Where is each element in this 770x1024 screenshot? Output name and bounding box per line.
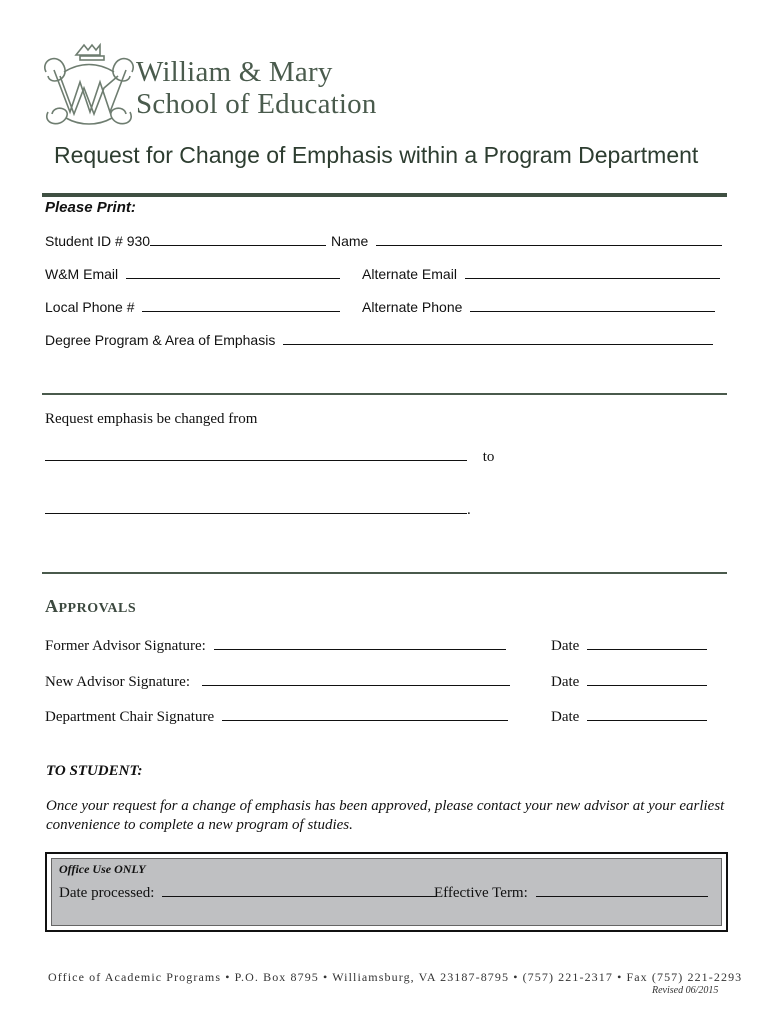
form-title: Request for Change of Emphasis within a Program Department xyxy=(54,142,699,168)
new-advisor-label: New Advisor Signature: xyxy=(45,674,190,690)
former-advisor-date-field[interactable] xyxy=(587,636,707,650)
effective-term-row xyxy=(434,883,708,902)
date-processed-row xyxy=(59,883,436,902)
please-print-label: Please Print: xyxy=(45,199,136,216)
local-phone-label: Local Phone # xyxy=(45,299,135,315)
dept-chair-row xyxy=(45,707,508,726)
former-advisor-signature-field[interactable] xyxy=(214,636,506,650)
new-advisor-date-row xyxy=(551,672,707,691)
to-emphasis-field[interactable] xyxy=(45,500,467,514)
name-field[interactable] xyxy=(376,232,722,246)
degree-field[interactable] xyxy=(283,331,713,345)
title-divider xyxy=(42,193,727,197)
from-row xyxy=(45,447,494,466)
alt-phone-field[interactable] xyxy=(470,298,715,312)
name-row xyxy=(331,232,722,249)
section-divider-1 xyxy=(42,393,727,395)
dept-chair-date-row xyxy=(551,707,707,726)
org-name-line2: School of Education xyxy=(136,88,377,120)
alt-phone-row xyxy=(362,298,715,315)
footer-contact-info: Office of Academic Programs • P.O. Box 8795 • Williamsburg, VA 23187-8795 • (757) 221-2317 • Fax (757) 221-2293 xyxy=(48,970,743,984)
effective-term-label: Effective Term: xyxy=(434,885,528,901)
approvals-heading-rest: PPROVALS xyxy=(58,601,137,616)
new-advisor-signature-field[interactable] xyxy=(202,672,510,686)
alt-phone-label: Alternate Phone xyxy=(362,299,463,315)
date-label: Date xyxy=(551,709,580,725)
dept-chair-date-field[interactable] xyxy=(587,707,707,721)
date-processed-label: Date processed: xyxy=(59,885,155,901)
degree-row xyxy=(45,331,713,348)
former-advisor-date-row xyxy=(551,636,707,655)
local-phone-row xyxy=(45,298,340,315)
section-divider-2 xyxy=(42,572,727,574)
degree-label: Degree Program & Area of Emphasis xyxy=(45,332,276,348)
effective-term-field[interactable] xyxy=(536,883,708,897)
former-advisor-label: Former Advisor Signature: xyxy=(45,638,206,654)
to-label: to xyxy=(482,449,495,465)
dept-chair-label: Department Chair Signature xyxy=(45,709,215,725)
alt-email-row xyxy=(362,265,720,282)
alt-email-label: Alternate Email xyxy=(362,266,457,282)
new-advisor-date-field[interactable] xyxy=(587,672,707,686)
student-instructions: Once your request for a change of emphasis has been approved, please contact your new advisor at your earliest convenience to complete a new program of studies. xyxy=(46,798,725,833)
wm-email-label: W&M Email xyxy=(45,266,119,282)
alt-email-field[interactable] xyxy=(465,265,720,279)
student-id-label: Student ID # 930 xyxy=(45,233,151,249)
date-label: Date xyxy=(551,674,580,690)
office-use-label: Office Use ONLY xyxy=(59,862,146,876)
date-label: Date xyxy=(551,638,580,654)
date-processed-field[interactable] xyxy=(162,883,436,897)
revision-date: Revised 06/2015 xyxy=(652,985,719,996)
former-advisor-row xyxy=(45,636,506,655)
student-id-row xyxy=(45,232,326,249)
local-phone-field[interactable] xyxy=(142,298,340,312)
request-label: Request emphasis be changed from xyxy=(45,411,258,427)
new-advisor-row xyxy=(45,672,510,691)
approvals-heading xyxy=(45,596,136,617)
approvals-heading-initial: A xyxy=(45,596,59,616)
wm-email-field[interactable] xyxy=(126,265,340,279)
dept-chair-signature-field[interactable] xyxy=(222,707,508,721)
org-name-line1: William & Mary xyxy=(136,56,333,88)
to-student-heading: TO STUDENT: xyxy=(46,763,143,779)
end-period: . xyxy=(467,502,471,518)
student-id-field[interactable] xyxy=(150,232,326,246)
to-row xyxy=(45,500,471,519)
school-crest-logo-icon xyxy=(40,42,138,128)
from-emphasis-field[interactable] xyxy=(45,447,467,461)
name-label: Name xyxy=(331,233,369,249)
wm-email-row xyxy=(45,265,340,282)
